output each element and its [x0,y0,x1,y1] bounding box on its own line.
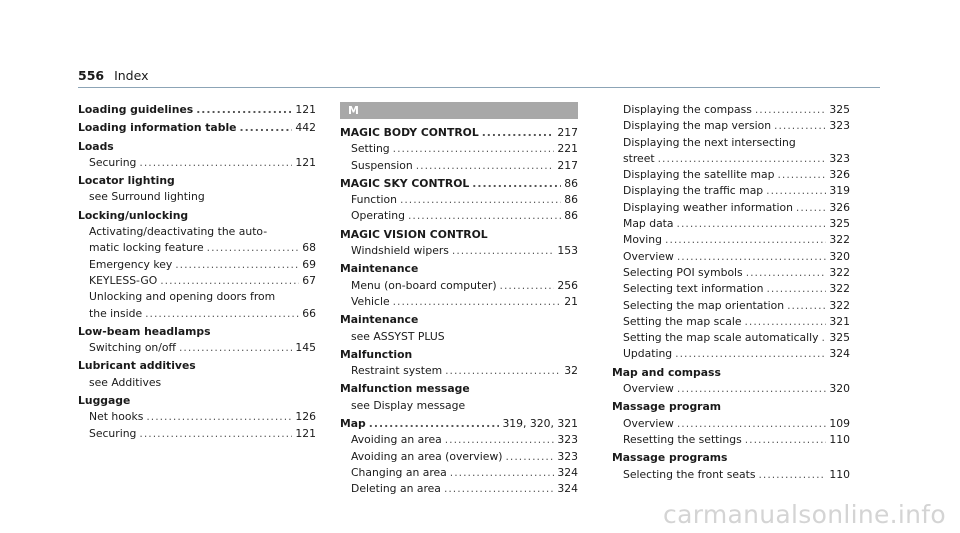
page-reference: 321 [829,314,850,328]
dot-leader [482,125,555,141]
dot-leader [822,330,827,346]
index-heading [340,176,578,192]
index-heading [340,416,578,432]
index-subentry [612,416,850,432]
index-subentry [340,294,578,310]
dot-leader [416,158,555,174]
page-reference: 217 [557,158,578,172]
dot-leader [452,243,554,259]
page-reference: 326 [829,200,850,214]
entry-text: Avoiding an area [351,433,442,447]
page-reference: 256 [557,278,578,292]
index-subentry [78,306,316,322]
dot-leader [506,449,555,465]
index-subentry [78,257,316,273]
index-heading: Locator lighting [78,174,175,188]
page-reference: 110 [829,432,850,446]
index-subentry [78,240,316,256]
page-reference: 86 [564,209,578,223]
page-reference: 319, 320, 321 [502,417,578,431]
entry-text: Restraint system [351,364,443,378]
index-heading: Loads [78,139,114,153]
index-subentry [78,273,316,289]
page-reference: 69 [302,257,316,271]
entry-text: Setting [351,142,390,156]
dot-leader [472,176,561,192]
page-number: 556 [78,68,105,83]
dot-leader [175,257,299,273]
dot-leader [207,240,300,256]
page-reference: 324 [557,482,578,496]
index-heading: Maintenance [340,262,419,276]
page-reference: 21 [564,294,578,308]
dot-leader [393,141,555,157]
entry-text: Deleting an area [351,482,441,496]
dot-leader [767,281,827,297]
index-subentry [612,183,850,199]
page-reference: 323 [557,433,578,447]
page-reference: 322 [829,233,850,247]
entry-text: Selecting the front seats [623,467,756,481]
entry-text: Menu (on-board computer) [351,278,497,292]
dot-leader [196,102,292,118]
entry-text: street [623,151,655,165]
index-subentry [612,216,850,232]
index-subentry [612,167,850,183]
entry-text: Emergency key [89,257,173,271]
dot-leader [677,249,827,265]
index-subentry [612,432,850,448]
index-subentry [340,243,578,259]
entry-text: Setting the map scale automatically [623,331,819,345]
entry-text: Displaying weather information [623,200,793,214]
index-heading: Maintenance [340,313,419,327]
index-heading [78,120,316,136]
dot-leader [179,340,292,356]
dot-leader [444,481,554,497]
index-heading: MAGIC VISION CONTROL [340,227,488,241]
index-subentry [612,314,850,330]
page-reference: 86 [564,193,578,207]
dot-leader [500,278,555,294]
page-header [78,68,149,83]
index-subentry [612,118,850,134]
index-heading: Malfunction message [340,382,470,396]
dot-leader [787,298,826,314]
entry-text: Setting the map scale [623,314,742,328]
page-reference: 153 [557,244,578,258]
dot-leader [450,465,555,481]
entry-text: MAGIC BODY CONTROL [340,126,479,139]
page-reference: 326 [829,168,850,182]
page-reference: 319 [829,184,850,198]
index-subentry [340,465,578,481]
watermark: carmanualsonline.info [663,500,946,529]
dot-leader [766,183,826,199]
index-subentry [612,102,850,118]
entry-text: matic locking feature [89,241,204,255]
entry-text: Windshield wipers [351,244,449,258]
index-column-3 [612,102,850,483]
entry-text: Suspension [351,158,413,172]
page-reference: 86 [564,176,578,190]
section-letter-bar: M [340,102,578,119]
index-heading [78,102,316,118]
entry-text: Securing [89,155,137,169]
dot-leader [239,120,292,136]
index-subentry: see ASSYST PLUS [351,329,445,343]
dot-leader [778,167,827,183]
entry-text: Switching on/off [89,341,176,355]
dot-leader [774,118,826,134]
index-subentry [340,158,578,174]
page-reference: 325 [829,217,850,231]
page-reference: 121 [295,426,316,440]
index-subentry [78,155,316,171]
dot-leader [665,232,826,248]
page-reference: 324 [829,347,850,361]
dot-leader [758,467,826,483]
entry-text: Updating [623,347,673,361]
index-subentry [78,340,316,356]
entry-text: Function [351,193,397,207]
page-reference: 323 [557,449,578,463]
entry-text: Selecting the map orientation [623,298,785,312]
entry-text: Securing [89,426,137,440]
index-heading: Massage programs [612,451,728,465]
index-heading: Low-beam headlamps [78,324,211,338]
entry-text: Loading information table [78,121,237,135]
entry-text: Avoiding an area (overview) [351,449,503,463]
index-subentry [612,346,850,362]
index-subentry [612,281,850,297]
page-reference: 442 [295,121,316,135]
dot-leader [755,102,827,118]
index-subentry [78,426,316,442]
dot-leader [400,192,561,208]
page-reference: 325 [829,331,850,345]
index-subentry [612,467,850,483]
index-subentry [340,141,578,157]
dot-leader [139,426,292,442]
dot-leader [677,216,827,232]
index-heading [340,125,578,141]
index-heading: Locking/unlocking [78,208,189,222]
entry-text: the inside [89,306,143,320]
dot-leader [744,314,826,330]
page-reference: 221 [557,142,578,156]
index-subentry [78,409,316,425]
entry-text: Overview [623,382,674,396]
dot-leader [139,155,292,171]
index-subentry [340,192,578,208]
dot-leader [658,151,827,167]
page-reference: 121 [295,103,316,116]
entry-text: KEYLESS-GO [89,273,158,287]
entry-text: Overview [623,416,674,430]
page-reference: 145 [295,341,316,355]
index-subentry [340,278,578,294]
entry-text: Resetting the settings [623,432,742,446]
index-subentry: Displaying the next intersecting [623,135,796,149]
page-reference: 324 [557,465,578,479]
index-heading: Lubricant additives [78,359,196,373]
page-reference: 66 [302,306,316,320]
dot-leader [145,306,299,322]
index-subentry [340,363,578,379]
index-subentry [340,208,578,224]
index-subentry [612,200,850,216]
index-subentry: see Display message [351,398,466,412]
index-subentry [612,151,850,167]
page-reference: 217 [557,126,578,139]
index-column-1 [78,102,316,442]
dot-leader [745,432,827,448]
dot-leader [746,265,827,281]
page-reference: 121 [295,155,316,169]
index-heading: Massage program [612,400,722,414]
entry-text: Map data [623,217,674,231]
page-reference: 322 [829,298,850,312]
page-reference: 126 [295,410,316,424]
page-title: Index [114,68,149,83]
index-subentry [340,449,578,465]
page-reference: 322 [829,282,850,296]
index-subentry [612,298,850,314]
entry-text: Changing an area [351,465,447,479]
entry-text: Overview [623,249,674,263]
index-subentry [340,481,578,497]
header-rule [78,87,880,88]
entry-text: Selecting POI symbols [623,265,743,279]
index-subentry [612,265,850,281]
entry-text: Operating [351,209,405,223]
entry-text: MAGIC SKY CONTROL [340,176,470,190]
entry-text: Displaying the traffic map [623,184,764,198]
dot-leader [796,200,826,216]
index-subentry [612,381,850,397]
page-reference: 322 [829,265,850,279]
dot-leader [445,363,561,379]
entry-text: Displaying the compass [623,103,752,116]
index-column-2 [340,102,578,498]
page-reference: 32 [564,364,578,378]
dot-leader [393,294,562,310]
dot-leader [146,409,292,425]
index-subentry: Unlocking and opening doors from [89,290,276,304]
entry-text: Net hooks [89,410,144,424]
page-reference: 109 [829,416,850,430]
entry-text: Loading guidelines [78,103,194,116]
dot-leader [677,381,827,397]
index-heading: Malfunction [340,347,413,361]
page-reference: 68 [302,241,316,255]
index-heading: Luggage [78,394,131,408]
entry-text: Vehicle [351,294,390,308]
entry-text: Displaying the satellite map [623,168,775,182]
index-subentry: see Surround lighting [89,190,205,204]
page-reference: 325 [829,103,850,116]
entry-text: Selecting text information [623,282,764,296]
index-subentry: Activating/deactivating the auto- [89,225,268,239]
dot-leader [369,416,500,432]
index-subentry: see Additives [89,375,162,389]
index-subentry [612,249,850,265]
entry-text: Moving [623,233,663,247]
dot-leader [408,208,561,224]
index-subentry [612,232,850,248]
index-heading: Map and compass [612,365,721,379]
page-reference: 323 [829,119,850,133]
index-subentry [612,330,850,346]
page-reference: 323 [829,151,850,165]
page-reference: 320 [829,382,850,396]
dot-leader [445,432,555,448]
entry-text: Map [340,417,366,431]
page-reference: 110 [829,467,850,481]
dot-leader [160,273,299,289]
entry-text: Displaying the map version [623,119,772,133]
page-reference: 67 [302,273,316,287]
index-subentry [340,432,578,448]
dot-leader [675,346,826,362]
column-2-entries [340,125,578,498]
dot-leader [677,416,827,432]
page-reference: 320 [829,249,850,263]
